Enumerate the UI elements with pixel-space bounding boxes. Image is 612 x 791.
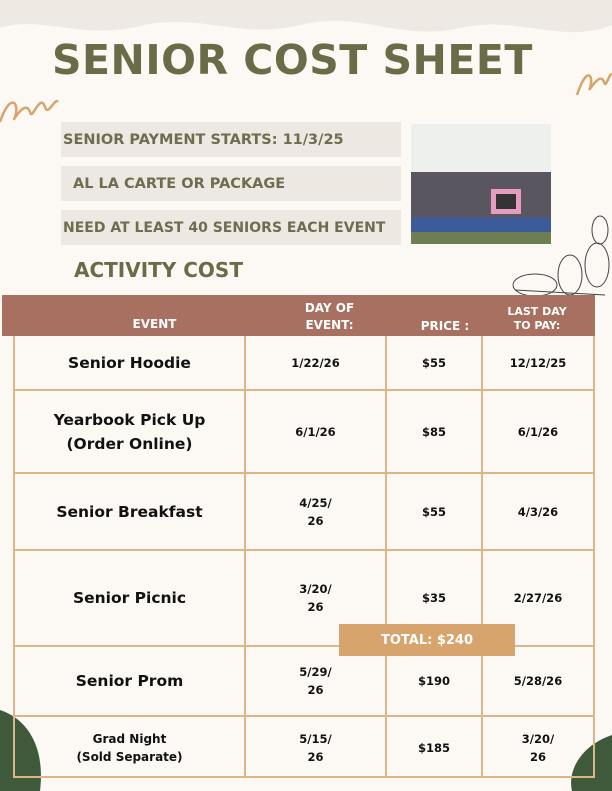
price-cell xyxy=(387,336,483,389)
cell-text: 5/28/26 xyxy=(513,674,563,688)
table-row xyxy=(15,474,593,551)
total-badge: TOTAL: $240 xyxy=(339,624,515,656)
day-cell xyxy=(246,647,387,715)
cell-text: 26 xyxy=(307,683,324,697)
last-day-cell xyxy=(483,474,593,549)
event-cell xyxy=(15,551,246,645)
last-day-cell xyxy=(483,647,593,715)
cell-text: $190 xyxy=(417,674,450,688)
cell-text: $85 xyxy=(421,424,446,439)
event-cell xyxy=(15,647,246,715)
payment-start-banner: SENIOR PAYMENT STARTS: 11/3/25 xyxy=(61,122,401,157)
last-day-cell xyxy=(483,391,593,472)
cell-text: 6/1/26 xyxy=(295,424,336,439)
header-last-line2: TO PAY: xyxy=(513,319,561,332)
cell-text: 2/27/26 xyxy=(513,591,563,605)
event-cell xyxy=(15,336,246,389)
day-cell xyxy=(246,717,387,778)
package-banner: AL LA CARTE OR PACKAGE xyxy=(61,166,401,201)
header-last-line1: LAST DAY xyxy=(507,305,567,318)
cell-text: Senior Picnic xyxy=(72,589,187,607)
cell-text: 1/22/26 xyxy=(291,355,340,370)
last-day-cell xyxy=(483,336,593,389)
cell-text: Senior Prom xyxy=(75,672,184,690)
cell-text: (Sold Separate) xyxy=(76,749,183,764)
cell-text: (Order Online) xyxy=(66,434,193,453)
cell-text: 3/20/ xyxy=(521,731,555,746)
cell-text: 3/20/ xyxy=(299,582,332,596)
header-price: PRICE : xyxy=(420,319,470,333)
price-cell xyxy=(387,474,483,549)
cell-text: Senior Hoodie xyxy=(68,353,191,372)
header-day-line1: DAY OF xyxy=(304,301,355,315)
cell-text: $185 xyxy=(417,740,450,755)
cost-table xyxy=(13,336,595,778)
cell-text: 5/29/ xyxy=(299,665,332,679)
price-cell xyxy=(387,391,483,472)
cell-text: Yearbook Pick Up xyxy=(53,410,206,429)
table-row xyxy=(15,647,593,717)
header-day-line2: EVENT: xyxy=(305,318,354,332)
cell-text: $55 xyxy=(421,504,446,519)
section-title: ACTIVITY COST xyxy=(74,258,243,282)
cell-text: 26 xyxy=(529,749,546,764)
table-row xyxy=(15,717,593,778)
header-event: EVENT xyxy=(132,317,177,331)
cell-text: $55 xyxy=(421,355,446,370)
last-day-cell xyxy=(483,717,593,778)
cell-text: 4/3/26 xyxy=(517,504,559,519)
day-cell xyxy=(246,391,387,472)
price-cell xyxy=(387,647,483,715)
event-cell xyxy=(15,474,246,549)
cell-text: Senior Breakfast xyxy=(56,502,203,521)
cell-text: 4/25/ xyxy=(299,495,332,510)
table-row xyxy=(15,391,593,474)
cell-text: 6/1/26 xyxy=(517,424,559,439)
minimum-seniors-banner: NEED AT LEAST 40 SENIORS EACH EVENT xyxy=(61,210,401,245)
table-row xyxy=(15,336,593,391)
page-title: SENIOR COST SHEET xyxy=(52,36,533,84)
cell-text: 12/12/25 xyxy=(509,355,567,370)
table-header xyxy=(2,295,595,336)
cell-text: 26 xyxy=(307,600,324,614)
event-cell xyxy=(15,391,246,472)
cell-text: $35 xyxy=(421,591,446,605)
swirl-right-icon xyxy=(572,60,612,100)
cell-text: 5/15/ xyxy=(299,731,332,746)
cell-text: 26 xyxy=(307,513,324,528)
day-cell xyxy=(246,336,387,389)
cell-text: Grad Night xyxy=(92,731,167,746)
cell-text: 26 xyxy=(307,749,324,764)
swirl-left-icon xyxy=(0,92,60,132)
senior-group-photo xyxy=(411,124,551,244)
event-cell xyxy=(15,717,246,778)
day-cell xyxy=(246,474,387,549)
price-cell xyxy=(387,717,483,778)
